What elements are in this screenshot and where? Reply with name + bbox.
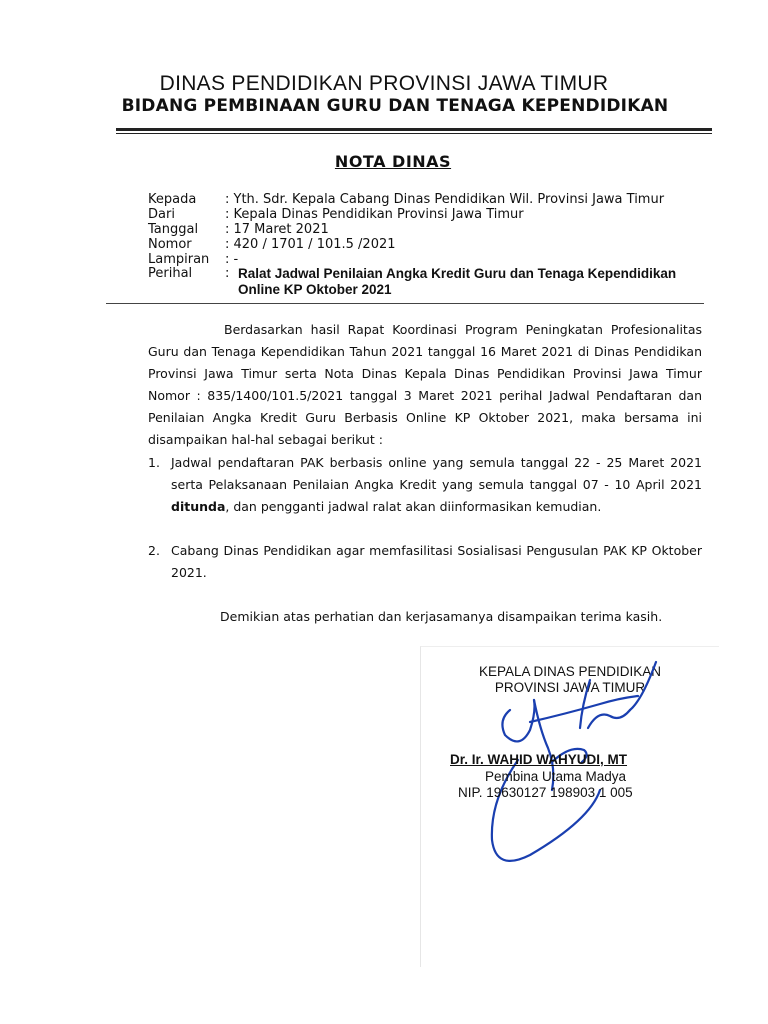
- meta-value: : Kepala Dinas Pendidikan Provinsi Jawa Timur: [225, 207, 524, 222]
- body-paragraph: Berdasarkan hasil Rapat Koordinasi Program Peningkatan Profesionalitas Guru dan Tenaga Kependidikan Tahun 2021 tanggal 16 Maret 2021 di Dinas Pendidikan Provinsi Jawa Timur serta Nota Dinas Kepala Dinas Pendidikan Provinsi Jawa Timur Nomor : 835/1400/101.5/2021 tanggal 3 Maret 2021 perihal Jadwal Pendaftaran dan Penilaian Angka Kredit Guru Berbasis Online KP Oktober 2021, maka bersama ini disampaikan hal-hal sebagai berikut :: [148, 322, 702, 447]
- list-item: [148, 540, 702, 584]
- meta-label: Nomor: [148, 237, 192, 252]
- meta-label: Dari: [148, 207, 175, 222]
- meta-value: : Yth. Sdr. Kepala Cabang Dinas Pendidikan Wil. Provinsi Jawa Timur: [225, 192, 665, 207]
- signatory-office-line1: KEPALA DINAS PENDIDIKAN: [478, 664, 662, 679]
- list-text-part: , dan pengganti jadwal ralat akan diinformasikan kemudian.: [225, 499, 602, 514]
- agency-name: DINAS PENDIDIKAN PROVINSI JAWA TIMUR: [159, 72, 609, 95]
- section-divider: [106, 303, 704, 304]
- header-divider-thick: [116, 128, 712, 131]
- meta-row-nomor: [148, 237, 396, 252]
- closing-remark: Demikian atas perhatian dan kerjasamanya disampaikan terima kasih.: [220, 609, 663, 624]
- list-text-part: Jadwal pendaftaran PAK berbasis online yang semula tanggal 22 - 25 Maret 2021 serta Pelaksanaan Penilaian Angka Kredit yang semula tanggal 07 - 10 April 2021: [171, 455, 702, 492]
- meta-label: Tanggal: [148, 222, 199, 237]
- meta-row-tanggal: [148, 222, 329, 237]
- meta-row-lampiran: [148, 252, 238, 267]
- meta-value: : 420 / 1701 / 101.5 /2021: [225, 237, 396, 252]
- meta-label: Lampiran: [148, 252, 210, 267]
- division-name: BIDANG PEMBINAAN GURU DAN TENAGA KEPENDIDIKAN: [121, 96, 669, 116]
- list-text: Cabang Dinas Pendidikan agar memfasilitasi Sosialisasi Pengusulan PAK KP Oktober 2021.: [171, 543, 702, 580]
- signatory-office-line2: PROVINSI JAWA TIMUR: [494, 680, 646, 695]
- meta-label: Perihal: [148, 266, 193, 281]
- signatory-nip: NIP. 19630127 198903 1 005: [458, 785, 633, 800]
- memo-title: NOTA DINAS: [334, 152, 452, 171]
- meta-row-dari: [148, 207, 524, 222]
- meta-row-kepada: [148, 192, 664, 207]
- meta-row-perihal: [148, 266, 229, 281]
- meta-value: :: [225, 266, 230, 281]
- list-item: [148, 452, 702, 518]
- signatory-rank: Pembina Utama Madya: [485, 769, 627, 784]
- list-number: 2.: [148, 543, 160, 558]
- list-number: 1.: [148, 455, 160, 470]
- emphasis-ditunda: ditunda: [171, 499, 226, 514]
- signatory-name: Dr. Ir. WAHID WAHYUDI, MT: [450, 752, 628, 767]
- list-text: [171, 452, 702, 518]
- meta-value: : -: [225, 252, 239, 267]
- meta-label: Kepada: [148, 192, 197, 207]
- perihal-subject: Ralat Jadwal Penilaian Angka Kredit Guru dan Tenaga Kependidikan Online KP Oktober 2021: [238, 266, 677, 297]
- header-divider-thin: [116, 133, 712, 134]
- meta-value: : 17 Maret 2021: [225, 222, 329, 237]
